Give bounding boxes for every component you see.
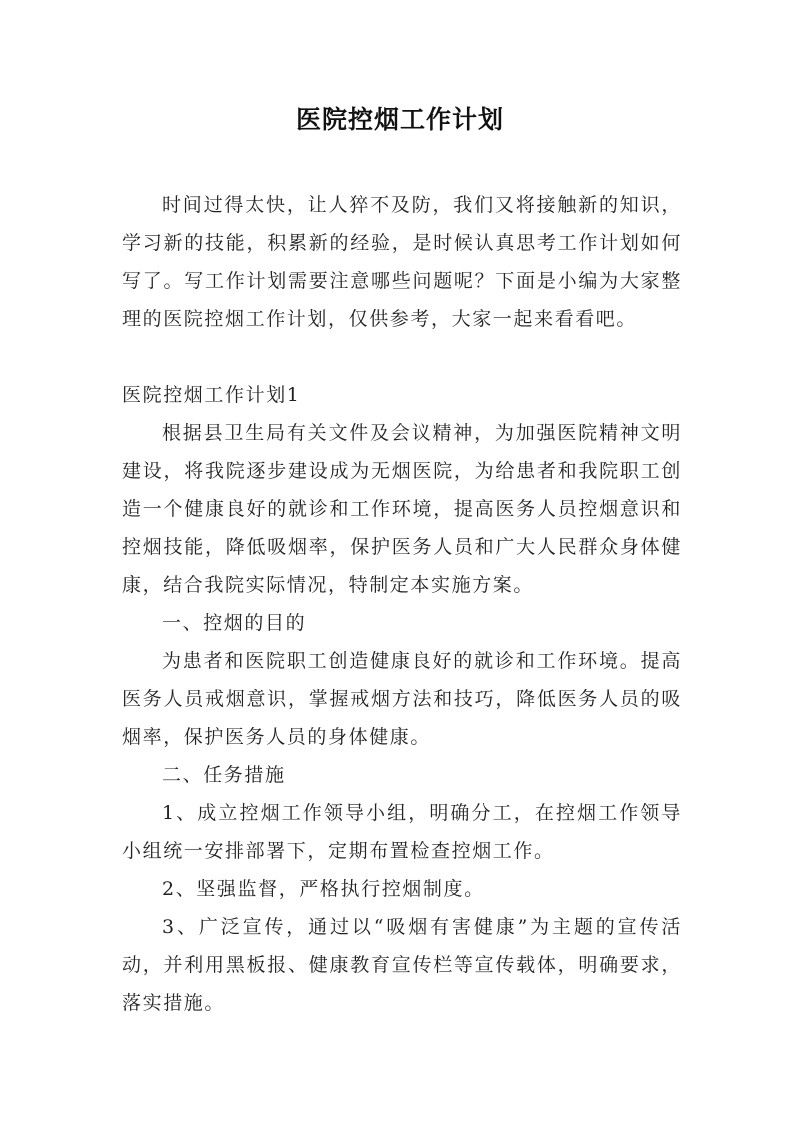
- measure-item-2: 2、坚强监督，严格执行控烟制度。: [162, 878, 485, 900]
- body-paragraph-1: 根据县卫生局有关文件及会议精神，为加强医院精神文明建设，将我院逐步建设成为无烟医院，为给患者和我院职工创造一个健康良好的就诊和工作环境，提高医务人员控烟意识和控烟技能，降低吸烟率，保护医务人员和广大人民群众身体健康，结合我院实际情况，特制定本实施方案。: [122, 422, 682, 596]
- measure-item-3: 3、广泛宣传，通过以“吸烟有害健康”为主题的宣传活动，并利用黑板报、健康教育宣传栏等宣传载体，明确要求，落实措施。: [122, 916, 682, 1014]
- subheading-measures: 二、任务措施: [162, 764, 286, 786]
- intro-paragraph: 时间过得太快，让人猝不及防，我们又将接触新的知识，学习新的技能，积累新的经验，是时候认真思考工作计划如何写了。写工作计划需要注意哪些问题呢？下面是小编为大家整理的医院控烟工作计划，仅供参考，大家一起来看看吧。: [122, 194, 682, 330]
- section-heading: 医院控烟工作计划1: [122, 384, 301, 406]
- paragraph-spacer: [122, 338, 682, 376]
- measure-item-1: 1、成立控烟工作领导小组，明确分工，在控烟工作领导小组统一安排部署下，定期布置检查控烟工作。: [122, 802, 682, 862]
- body-paragraph-2: 为患者和医院职工创造健康良好的就诊和工作环境。提高医务人员戒烟意识，掌握戒烟方法和技巧，降低医务人员的吸烟率，保护医务人员的身体健康。: [122, 650, 682, 748]
- document-title: 医院控烟工作计划: [295, 105, 504, 134]
- document-body: [122, 186, 682, 1022]
- subheading-purpose: 一、控烟的目的: [162, 612, 307, 634]
